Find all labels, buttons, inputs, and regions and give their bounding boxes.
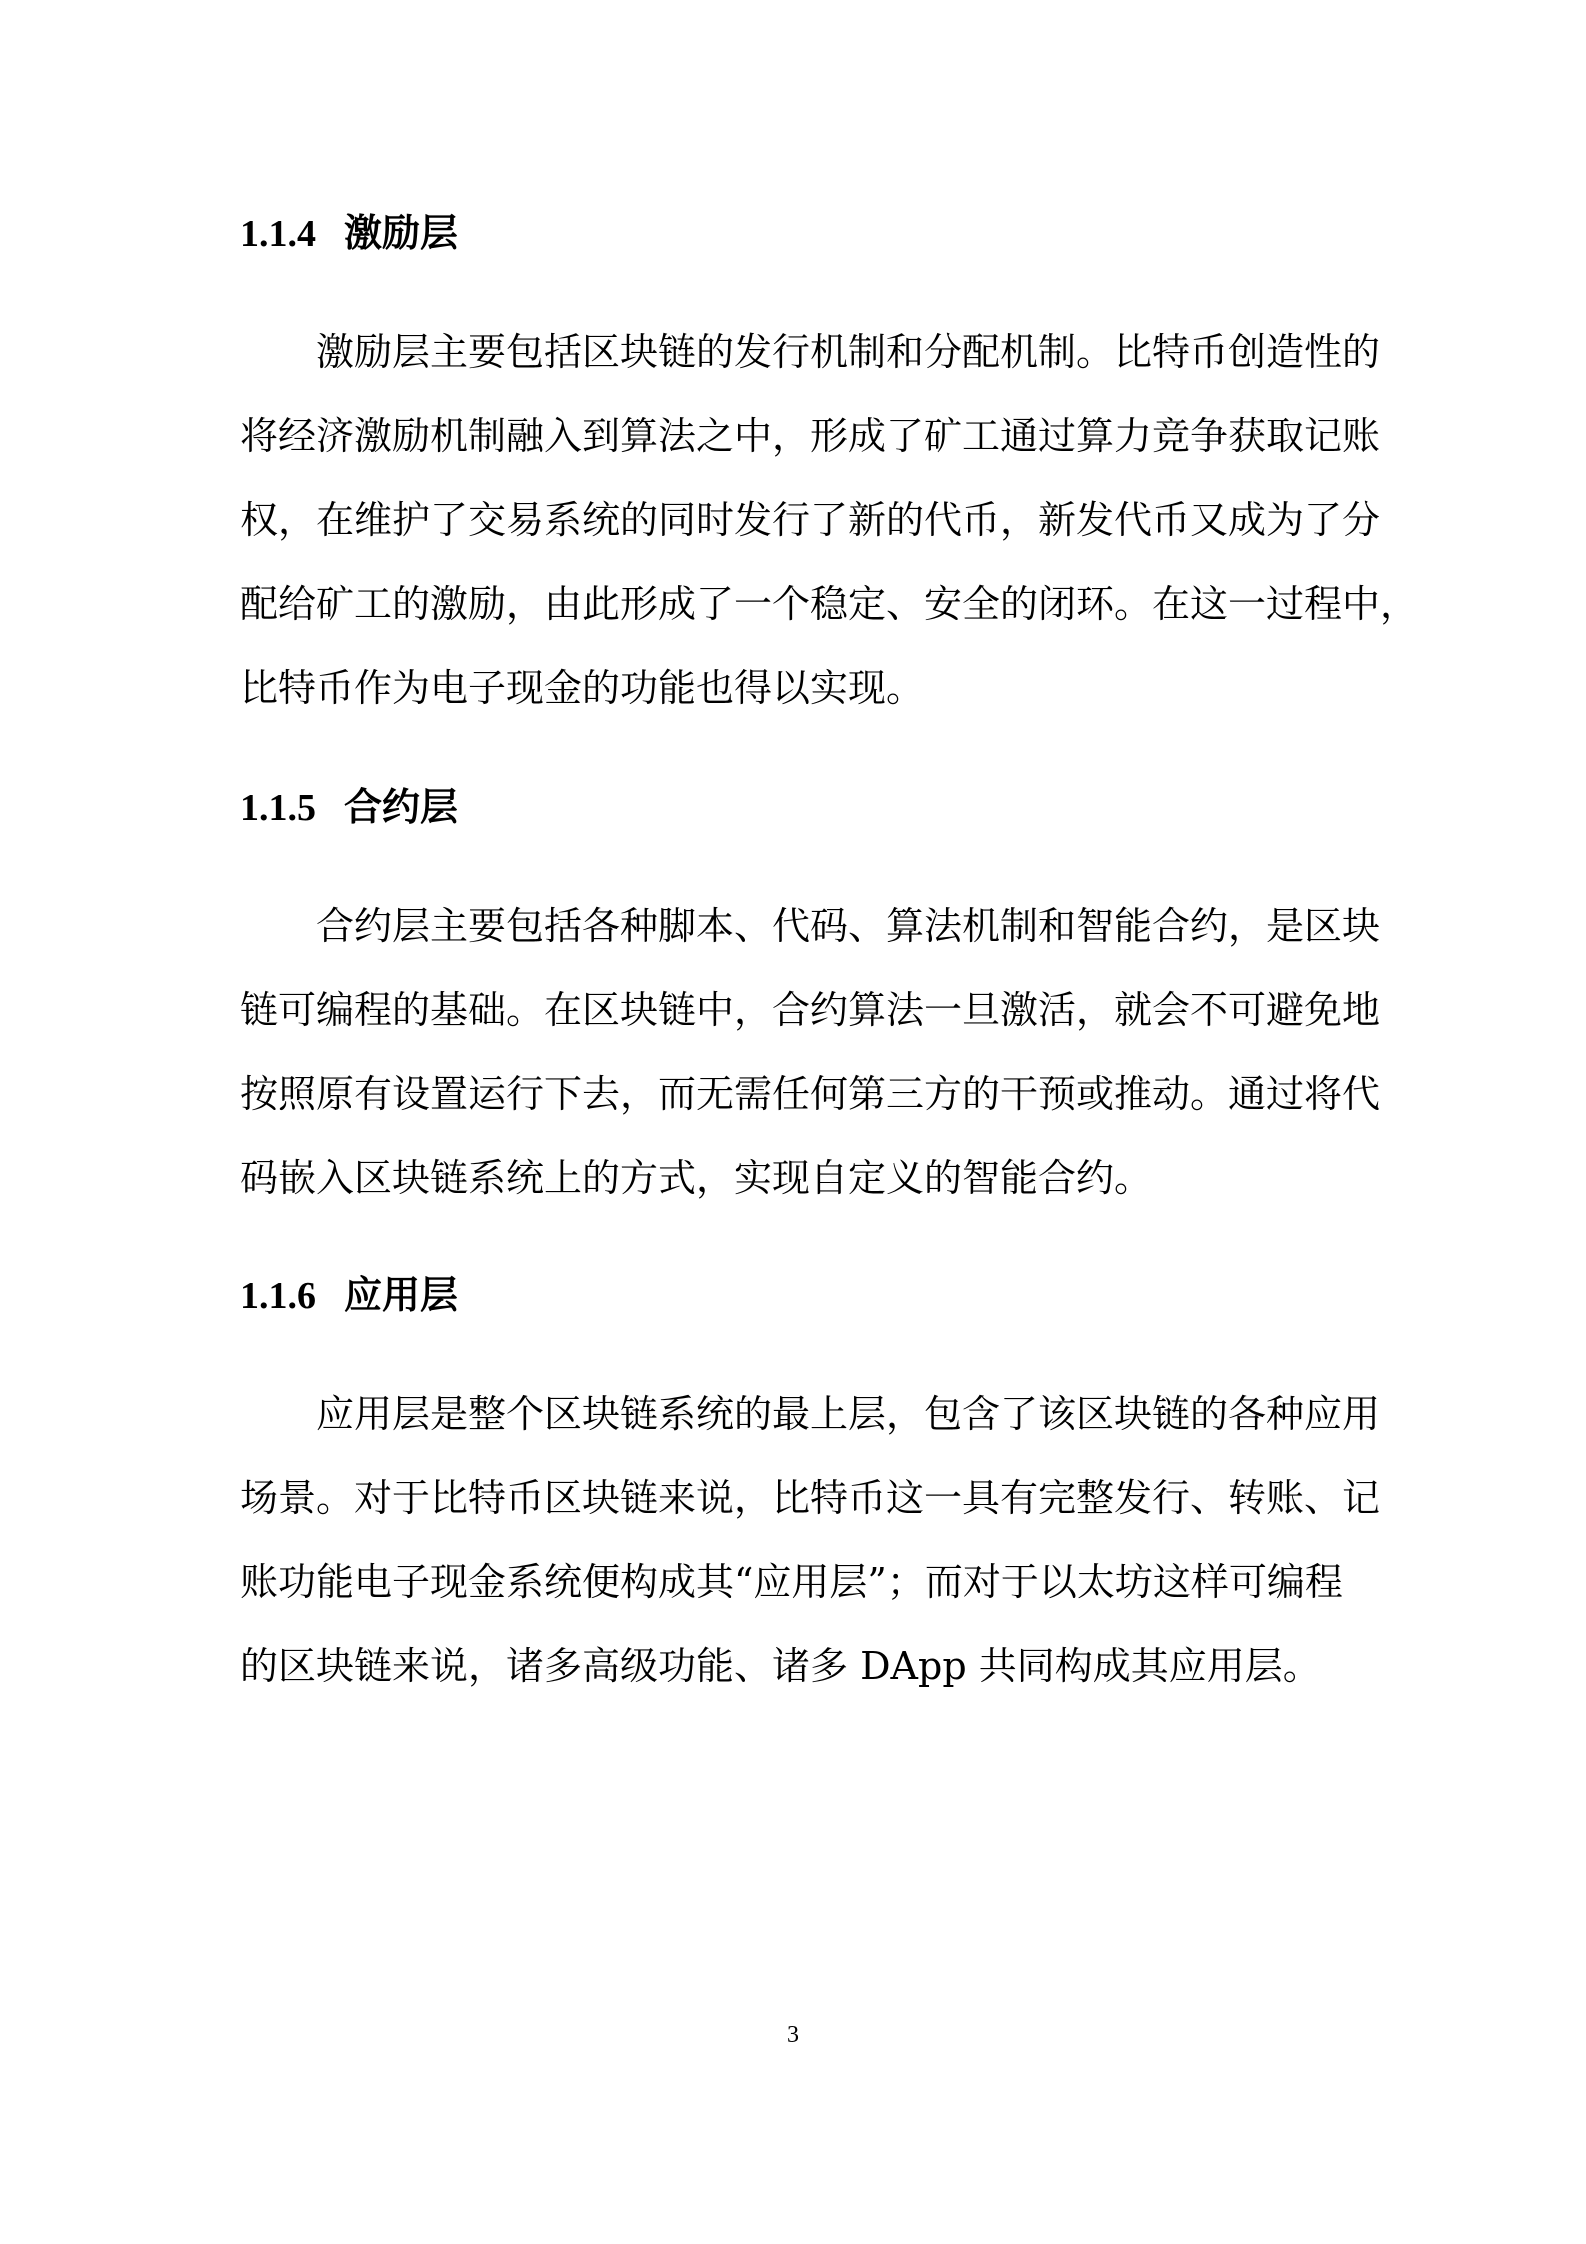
page-number: 3 <box>787 2022 799 2048</box>
paragraph-line: 配给矿工的激励，由此形成了一个稳定、安全的闭环。在这一过程中， <box>240 582 1419 626</box>
paragraph-line: 权，在维护了交易系统的同时发行了新的代币，新发代币又成为了分 <box>240 498 1381 542</box>
paragraph-application-layer <box>240 1372 1381 1708</box>
paragraph-line: 合约层主要包括各种脚本、代码、算法机制和智能合约，是区块 <box>316 904 1381 948</box>
paragraph-line: 账功能电子现金系统便构成其“应用层”；而对于以太坊这样可编程 <box>240 1560 1343 1604</box>
paragraph-line: 应用层是整个区块链系统的最上层，包含了该区块链的各种应用 <box>316 1392 1381 1436</box>
paragraph-line: 激励层主要包括区块链的发行机制和分配机制。比特币创造性的 <box>316 330 1381 374</box>
section-number: 1.1.4 <box>240 213 316 255</box>
section-heading-1-1-4 <box>240 208 458 259</box>
paragraph-contract-layer <box>240 884 1381 1220</box>
section-number: 1.1.6 <box>240 1275 316 1317</box>
paragraph-line: 码嵌入区块链系统上的方式，实现自定义的智能合约。 <box>240 1156 1153 1200</box>
section-heading-1-1-6 <box>240 1270 458 1321</box>
paragraph-incentive-layer <box>240 310 1419 730</box>
section-heading-1-1-5 <box>240 782 458 833</box>
paragraph-line: 链可编程的基础。在区块链中，合约算法一旦激活，就会不可避免地 <box>240 988 1381 1032</box>
paragraph-line: 按照原有设置运行下去，而无需任何第三方的干预或推动。通过将代 <box>240 1072 1381 1116</box>
paragraph-line: 比特币作为电子现金的功能也得以实现。 <box>240 666 925 710</box>
paragraph-line: 场景。对于比特币区块链来说，比特币这一具有完整发行、转账、记 <box>240 1476 1381 1520</box>
section-title: 应用层 <box>344 1272 459 1317</box>
section-title: 激励层 <box>344 210 459 255</box>
paragraph-line: 的区块链来说，诸多高级功能、诸多 DApp 共同构成其应用层。 <box>240 1644 1321 1688</box>
section-title: 合约层 <box>344 784 459 829</box>
paragraph-line: 将经济激励机制融入到算法之中，形成了矿工通过算力竞争获取记账 <box>240 414 1381 458</box>
section-number: 1.1.5 <box>240 787 316 829</box>
